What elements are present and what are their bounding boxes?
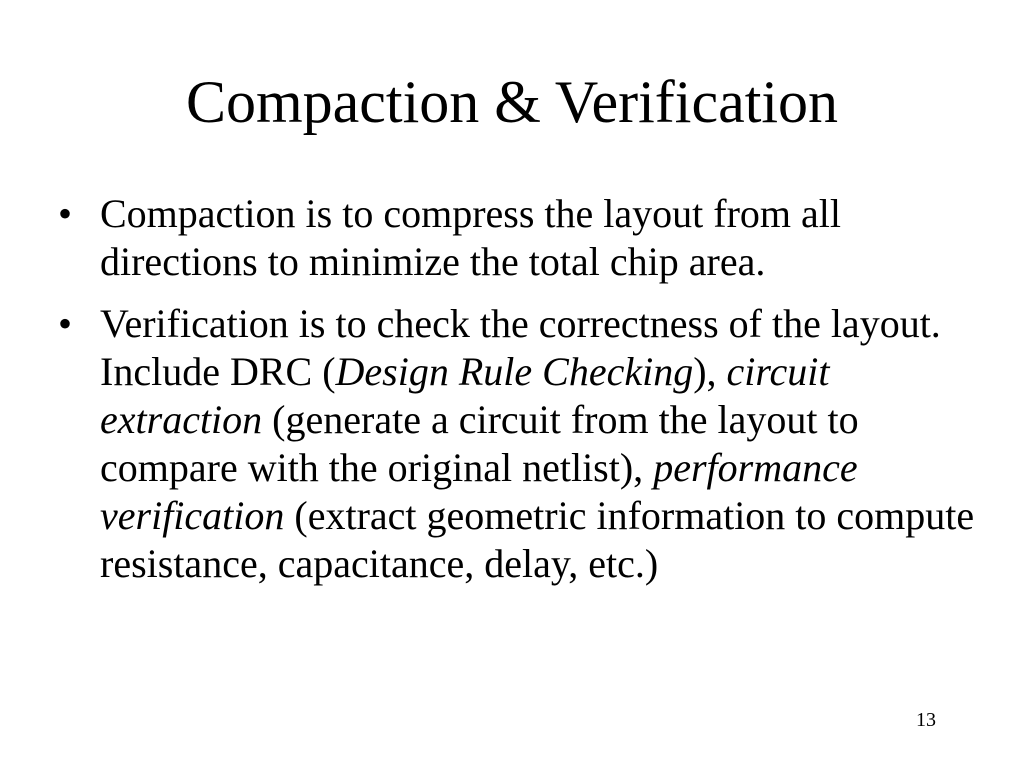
- italic-term-performance-verification: performance verification: [100, 445, 858, 538]
- text-segment: (generate a circuit from the layout to compare with the original netlist),: [100, 397, 859, 490]
- bullet-item-compaction: [56, 190, 986, 286]
- text-segment: Compaction is to compress the layout from all directions to minimize the total chip area.: [100, 191, 841, 284]
- text-segment: Verification is to check the correctness of the layout. Include DRC (: [100, 301, 941, 394]
- text-segment: (extract geometric information to compute resistance, capacitance, delay, etc.): [100, 493, 975, 586]
- bullet-list: [56, 190, 986, 602]
- page-number: 13: [916, 709, 936, 731]
- italic-term-circuit-extraction: circuit extraction: [100, 349, 830, 442]
- bullet-text: [100, 191, 841, 284]
- bullet-text: [100, 301, 974, 586]
- italic-term-design-rule-checking: Design Rule Checking: [335, 349, 694, 394]
- bullet-item-verification: [56, 300, 986, 588]
- slide-title: Compaction & Verification: [185, 69, 839, 135]
- text-segment: ),: [693, 349, 727, 394]
- bullet-marker: •: [58, 191, 73, 236]
- bullet-marker: •: [58, 301, 73, 346]
